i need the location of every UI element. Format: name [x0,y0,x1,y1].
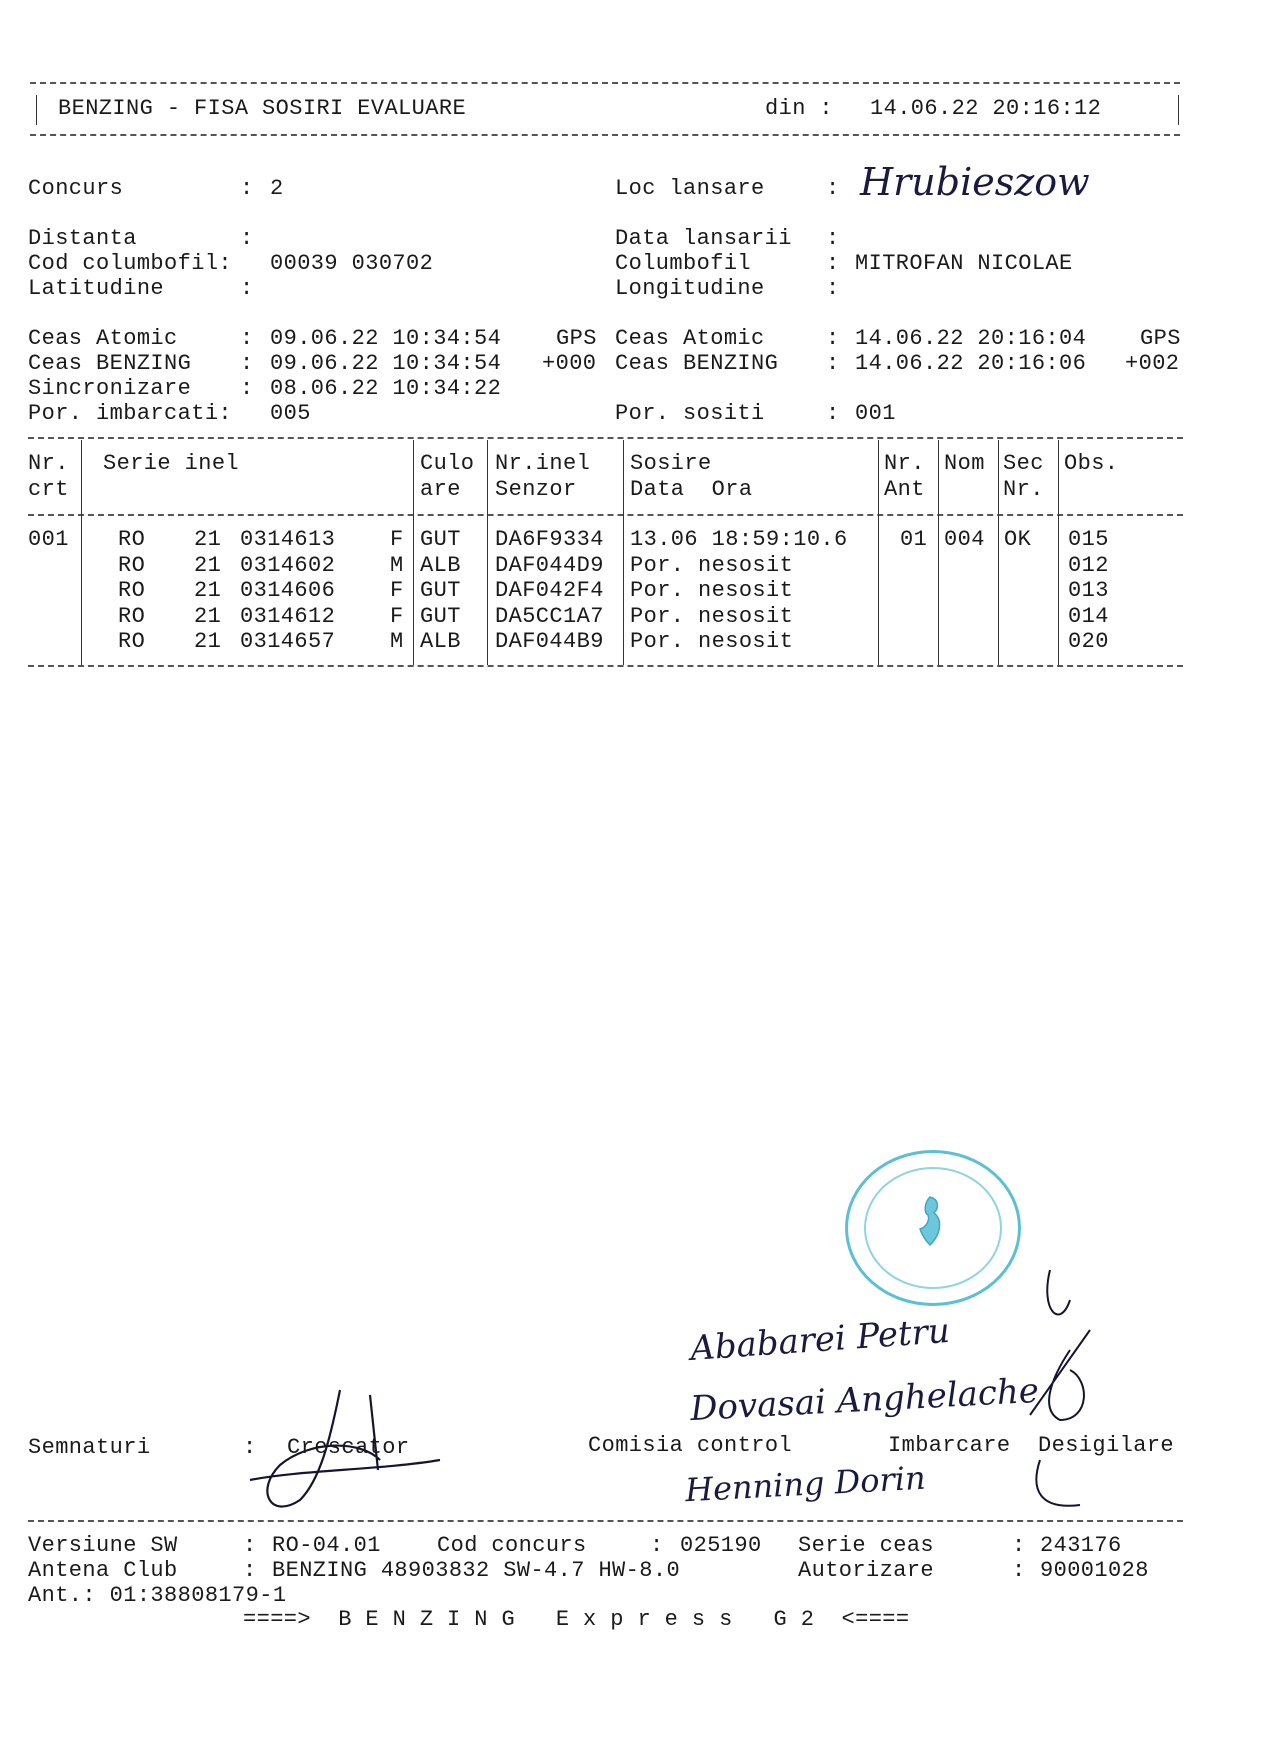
sositi-value: 001 [855,401,896,426]
loc-handwritten-value: Hrubieszow [860,160,1090,204]
left-benzing-colon: : [240,351,254,376]
th-serie: Serie inel [103,451,240,476]
th-culo-2: are [420,477,461,502]
th-ant-2: Ant [884,477,925,502]
cell-country: RO [118,629,146,654]
antena-label: Antena Club [28,1558,178,1583]
right-atomic-value: 14.06.22 20:16:04 [855,326,1087,351]
cell-ring: 0314602 [240,552,336,578]
th-nr-1: Nr. [28,451,69,476]
cell-color: GUT [420,578,461,603]
right-benzing-colon: : [826,351,840,376]
cell-sensor: DA6F9334 [495,527,604,552]
th-sosire-1: Sosire [630,451,712,476]
cell-arrival: Por. nesosit [630,629,794,654]
antena-value: BENZING 48903832 SW-4.7 HW-8.0 [272,1558,681,1583]
longitudine-label: Longitudine [615,276,765,301]
sositi-colon: : [826,401,840,426]
sync-label: Sincronizare [28,376,192,401]
cell-obs: 020 [1068,629,1109,654]
versiune-colon: : [243,1533,257,1558]
th-inel-1: Nr.inel [495,451,591,476]
imbarcati-value: 005 [270,401,311,426]
th-nr-2: crt [28,477,69,502]
loc-colon: : [826,176,840,201]
cell-sensor: DA5CC1A7 [495,603,604,629]
columbofil-value: MITROFAN NICOLAE [855,251,1073,276]
cell-year: 21 [194,603,222,629]
left-atomic-value: 09.06.22 10:34:54 [270,326,502,351]
right-benzing-offset: +002 [1125,351,1180,376]
longitudine-colon: : [826,276,840,301]
cell-arrival: 13.06 18:59:10.6 [630,527,848,552]
autorizare-colon: : [1012,1558,1026,1583]
concurs-colon: : [240,176,254,201]
cell-obs: 014 [1068,603,1109,629]
handwritten-signature-1: Ababarei Petru [688,1310,952,1370]
columbofil-label: Columbofil [615,251,752,276]
handwritten-signature-3: Henning Dorin [684,1458,927,1510]
cell-country: RO [118,578,146,603]
versiune-label: Versiune SW [28,1533,178,1558]
antena-id-line: Ant.: 01:38808179-1 [28,1583,287,1608]
sync-colon: : [240,376,254,401]
cell-color: GUT [420,527,461,552]
th-sec-2: Nr. [1003,477,1044,502]
cell-arrival: Por. nesosit [630,603,794,629]
cell-country: RO [118,603,146,629]
left-benzing-label: Ceas BENZING [28,351,192,376]
imbarcati-label: Por. imbarcati: [28,401,233,426]
cell-sex: F [390,603,404,629]
cell-sex: M [390,552,404,578]
date-value: 14.06.22 20:16:12 [870,96,1102,121]
cod-concurs-colon: : [650,1533,664,1558]
distanta-colon: : [240,226,254,251]
th-nom: Nom [944,451,985,476]
date-label: din : [765,96,834,121]
cell-ant: 01 [900,527,928,552]
cell-sec: OK [1004,527,1032,552]
cod-concurs-label: Cod concurs [437,1533,587,1558]
th-sosire-2: Data Ora [630,477,753,502]
right-atomic-colon: : [826,326,840,351]
sync-value: 08.06.22 10:34:22 [270,376,502,401]
autorizare-value: 90001028 [1040,1558,1149,1583]
serie-ceas-colon: : [1012,1533,1026,1558]
cell-obs: 012 [1068,552,1109,578]
th-culo-1: Culo [420,451,475,476]
th-obs: Obs. [1064,451,1119,476]
cell-sensor: DAF044B9 [495,629,604,654]
semnaturi-label: Semnaturi [28,1435,151,1460]
th-sec-1: Sec [1003,451,1044,476]
cell-country: RO [118,552,146,578]
th-inel-2: Senzor [495,477,577,502]
cell-color: ALB [420,552,461,578]
footer-rule [28,1520,1183,1522]
cell-sensor: DAF042F4 [495,578,604,603]
latitudine-label: Latitudine [28,276,165,301]
th-ant-1: Nr. [884,451,925,476]
semnaturi-colon: : [243,1435,257,1460]
antena-colon: : [243,1558,257,1583]
cell-ring: 0314613 [240,527,336,552]
comisia-label: Comisia control [588,1433,793,1458]
left-benzing-value: 09.06.22 10:34:54 [270,351,502,376]
concurs-label: Concurs [28,176,124,201]
right-atomic-src: GPS [1140,326,1181,351]
imbarcare-label: Imbarcare [888,1433,1011,1458]
cell-arrival: Por. nesosit [630,578,794,603]
distanta-label: Distanta [28,226,137,251]
cell-ring: 0314657 [240,629,336,654]
serie-ceas-label: Serie ceas [798,1533,935,1558]
benzing-banner: ====> B E N Z I N G E x p r e s s G 2 <==== [243,1607,910,1632]
data-lansarii-label: Data lansarii [615,226,792,251]
sositi-label: Por. sositi [615,401,765,426]
desigilare-label: Desigilare [1038,1433,1175,1458]
handwritten-signature-2: Dovasai Anghelache [689,1370,1040,1430]
data-lansarii-colon: : [826,226,840,251]
latitudine-colon: : [240,276,254,301]
cell-country: RO [118,527,146,552]
autorizare-label: Autorizare [798,1558,935,1583]
left-benzing-offset: +000 [542,351,597,376]
cod-columbofil-label: Cod columbofil: [28,251,233,276]
cell-sex: M [390,629,404,654]
cell-sex: F [390,578,404,603]
cell-ring: 0314606 [240,578,336,603]
cell-ring: 0314612 [240,603,336,629]
cod-columbofil-value: 00039 030702 [270,251,434,276]
cell-sensor: DAF044D9 [495,552,604,578]
right-benzing-label: Ceas BENZING [615,351,779,376]
cell-obs: 015 [1068,527,1109,552]
right-benzing-value: 14.06.22 20:16:06 [855,351,1087,376]
left-atomic-colon: : [240,326,254,351]
crescator-label: Crescator [287,1435,410,1460]
cell-arrival: Por. nesosit [630,552,794,578]
cell-color: ALB [420,629,461,654]
columbofil-colon: : [826,251,840,276]
cell-nom: 004 [944,527,985,552]
left-atomic-label: Ceas Atomic [28,326,178,351]
cell-color: GUT [420,603,461,629]
cell-obs: 013 [1068,578,1109,603]
cell-year: 21 [194,578,222,603]
versiune-value: RO-04.01 [272,1533,381,1558]
doc-title: BENZING - FISA SOSIRI EVALUARE [58,96,467,121]
loc-label: Loc lansare [615,176,765,201]
serie-ceas-value: 243176 [1040,1533,1122,1558]
cell-nr: 001 [28,527,69,552]
concurs-value: 2 [270,176,284,201]
cod-concurs-value: 025190 [680,1533,762,1558]
right-atomic-label: Ceas Atomic [615,326,765,351]
left-atomic-src: GPS [556,326,597,351]
cell-year: 21 [194,552,222,578]
cell-sex: F [390,527,404,552]
cell-year: 21 [194,527,222,552]
cell-year: 21 [194,629,222,654]
